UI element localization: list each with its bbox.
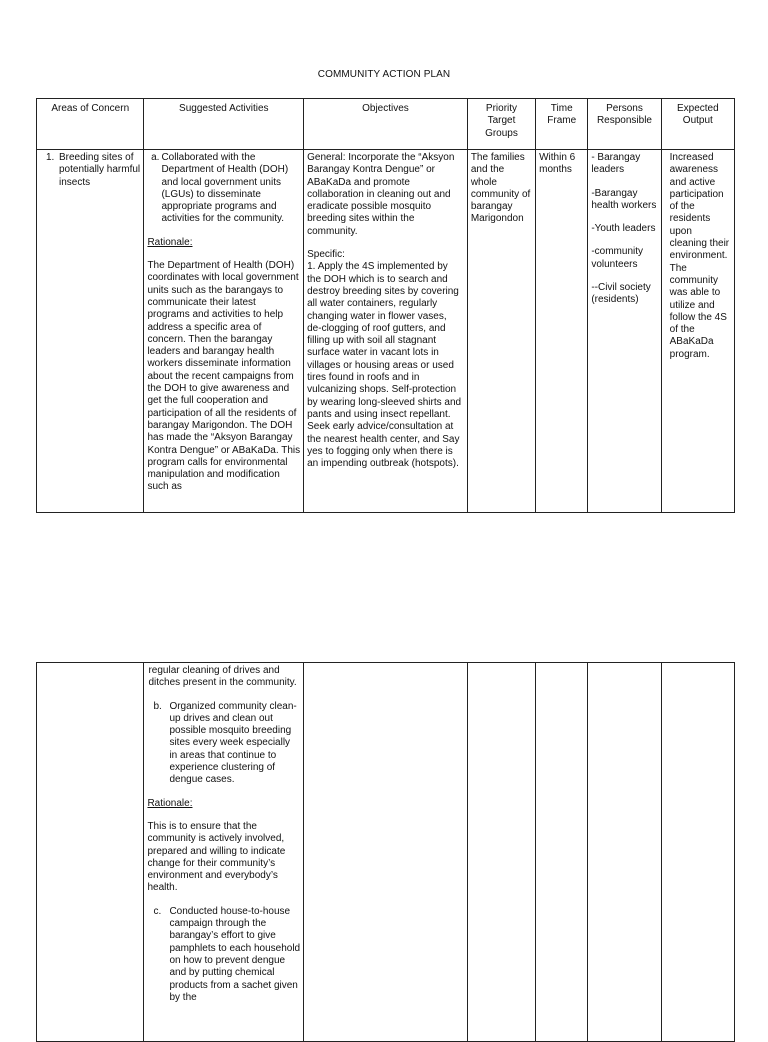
header-time-frame: Time Frame: [536, 99, 588, 150]
rationale-b-text: This is to ensure that the community is actively involved, prepared and willing to indicate change for their community’s environment and everybody’s health.: [147, 820, 286, 894]
activity-a-label: a.: [151, 152, 160, 163]
expected-output-text: Increased awareness and active participation of the residents upon cleaning their environment. The community was able to utilize and follow the 4S of the ABaKaDa program.: [669, 152, 730, 360]
action-plan-table-continued: [36, 662, 735, 1042]
rationale-a-text: The Department of Health (DOH) coordinates with local government units such as the barangays to communicate their latest programs and activities to help address a specific area of concern. Then the barangay leaders and barangay health workers disseminate information about the recent campaigns from the DOH to give awareness and get the full cooperation and participation of all the residents of barangay Marigondon. The DOH has made the “Aksyon Barangay Kontra Dengue” or ABaKaDa. This program calls for environmental manipulation and modification such as: [147, 260, 301, 493]
suggested-activities-cell: [144, 663, 304, 1042]
time-frame-cell: [536, 663, 588, 1042]
activity-c-text: Conducted house-to-house campaign through the barangay’s effort to give pamphlets to each household on how to prevent dengue and by putting chemical products from a sachet given by the: [169, 905, 301, 1003]
area-of-concern-cell: [37, 663, 144, 1042]
header-areas-of-concern: Areas of Concern: [37, 99, 144, 150]
objective-specific-text: 1. Apply the 4S implemented by the DOH which is to search and destroy breeding sites by covering all water containers, regularly changing water in flower vases, de-clogging of roof gutters, and filling up with soil all stagnant surface water in vacant lots in villages or housing areas or used tires found in roofs and in vulcanizing shops. Self-protection by wearing long-sleeved shirts and pants and using insect repellant. Seek early advice/consultation at the nearest health center, and Say yes to fogging only when there is an impending outbreak (hotspots).: [307, 261, 462, 470]
objective-specific-label: Specific:: [307, 249, 345, 261]
priority-target-groups-cell: [467, 663, 535, 1042]
expected-output-cell: [661, 663, 734, 1042]
activity-a-text: Collaborated with the Department of Health (DOH) and local government units (LGUs) to disseminate appropriate programs and activities for the community.: [161, 152, 289, 225]
persons-responsible-cell: [588, 663, 661, 1042]
rationale-heading: Rationale:: [147, 797, 193, 809]
table-row: [37, 663, 735, 1042]
expected-output-cell: [661, 150, 734, 513]
activity-b-label: b.: [153, 700, 162, 712]
person-item: --Civil society (residents): [591, 282, 651, 306]
activity-continued-text: regular cleaning of drives and ditches present in the community.: [148, 665, 297, 689]
page-title: COMMUNITY ACTION PLAN: [317, 69, 451, 80]
time-frame-cell: Within 6 months: [536, 150, 588, 513]
objective-general-text: General: Incorporate the “Aksyon Barangay Kontra Dengue” or ABaKaDa and promote collaboration in cleaning out and eradicate possible mosquito breeding sites within the community.: [307, 152, 455, 237]
area-number: 1.: [46, 152, 55, 163]
person-item: - Barangay leaders: [591, 152, 641, 176]
header-suggested-activities: Suggested Activities: [144, 99, 304, 150]
objectives-cell: [304, 663, 468, 1042]
person-item: -community volunteers: [591, 246, 644, 270]
header-priority-target-groups: Priority Target Groups: [467, 99, 535, 150]
objectives-cell: [304, 150, 468, 513]
header-row: [37, 99, 735, 150]
area-of-concern-cell: [37, 150, 144, 513]
person-item: -Youth leaders: [591, 223, 656, 235]
rationale-heading: Rationale:: [147, 236, 193, 248]
person-item: -Barangay health workers: [591, 187, 657, 211]
header-objectives: Objectives: [304, 99, 468, 150]
persons-responsible-cell: [588, 150, 661, 513]
activity-c-label: c.: [153, 905, 162, 917]
area-of-concern-text: Breeding sites of potentially harmful insects: [59, 152, 141, 188]
header-persons-responsible: Persons Responsible: [588, 99, 661, 150]
activity-b-text: Organized community clean-up drives and clean out possible mosquito breeding sites every week especially in areas that continue to experience clustering of dengue cases.: [169, 700, 297, 786]
suggested-activities-cell: [144, 150, 304, 513]
table-row: [37, 150, 735, 513]
action-plan-table: [36, 98, 735, 513]
priority-target-groups-cell: The families and the whole community of barangay Marigondon: [467, 150, 535, 513]
header-expected-output: Expected Output: [661, 99, 734, 150]
